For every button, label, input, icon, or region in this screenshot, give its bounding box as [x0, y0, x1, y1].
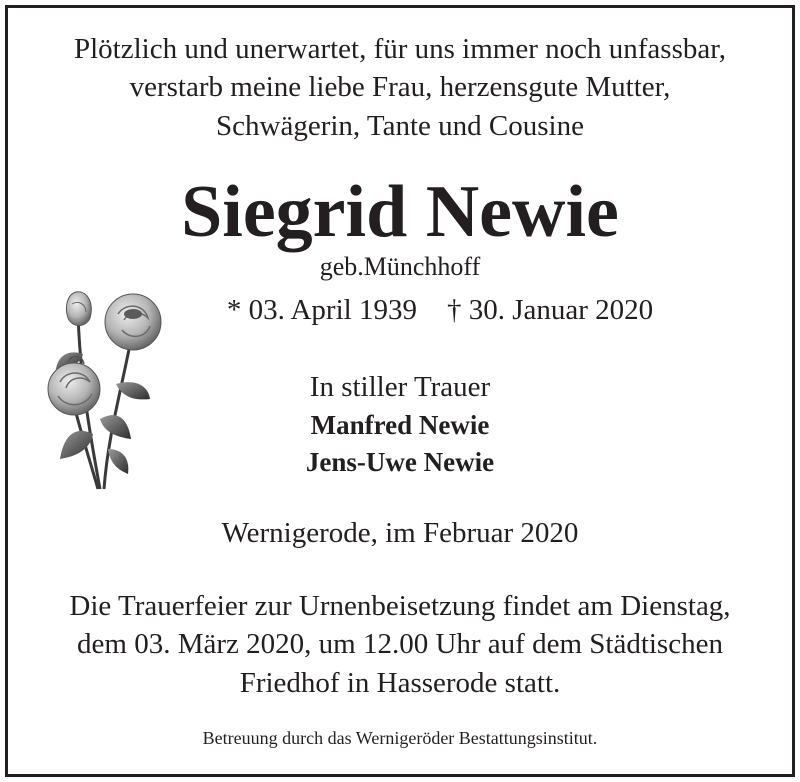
funeral-line-3: Friedhof in Hasserode statt.	[239, 667, 561, 699]
intro-line-2: verstarb meine liebe Frau, herzensgute Mutter,	[129, 71, 671, 103]
intro-line-3: Schwägerin, Tante und Cousine	[216, 110, 584, 142]
intro-line-1: Plötzlich und unerwartet, für uns immer noch unfassbar,	[74, 33, 726, 65]
place-date: Wernigerode, im Februar 2020	[221, 517, 579, 549]
funeral-line-2: dem 03. März 2020, um 12.00 Uhr auf dem Städtischen	[77, 628, 723, 660]
mourning-heading: In stiller Trauer	[309, 371, 491, 403]
funeral-home-note: Betreuung durch das Wernigeröder Bestattungsinstitut.	[202, 728, 598, 748]
mourner-name: Jens-Uwe Newie	[305, 447, 495, 477]
obituary-notice	[5, 5, 795, 777]
mourner-name: Manfred Newie	[310, 410, 490, 440]
funeral-line-1: Die Trauerfeier zur Urnenbeisetzung findet am Dienstag,	[69, 590, 731, 622]
deceased-name: Siegrid Newie	[181, 171, 619, 253]
birth-date: * 03. April 1939	[226, 294, 417, 326]
birth-name: geb.Münchhoff	[319, 252, 481, 281]
death-date: † 30. Januar 2020	[446, 294, 654, 326]
life-dates	[88, 296, 792, 325]
